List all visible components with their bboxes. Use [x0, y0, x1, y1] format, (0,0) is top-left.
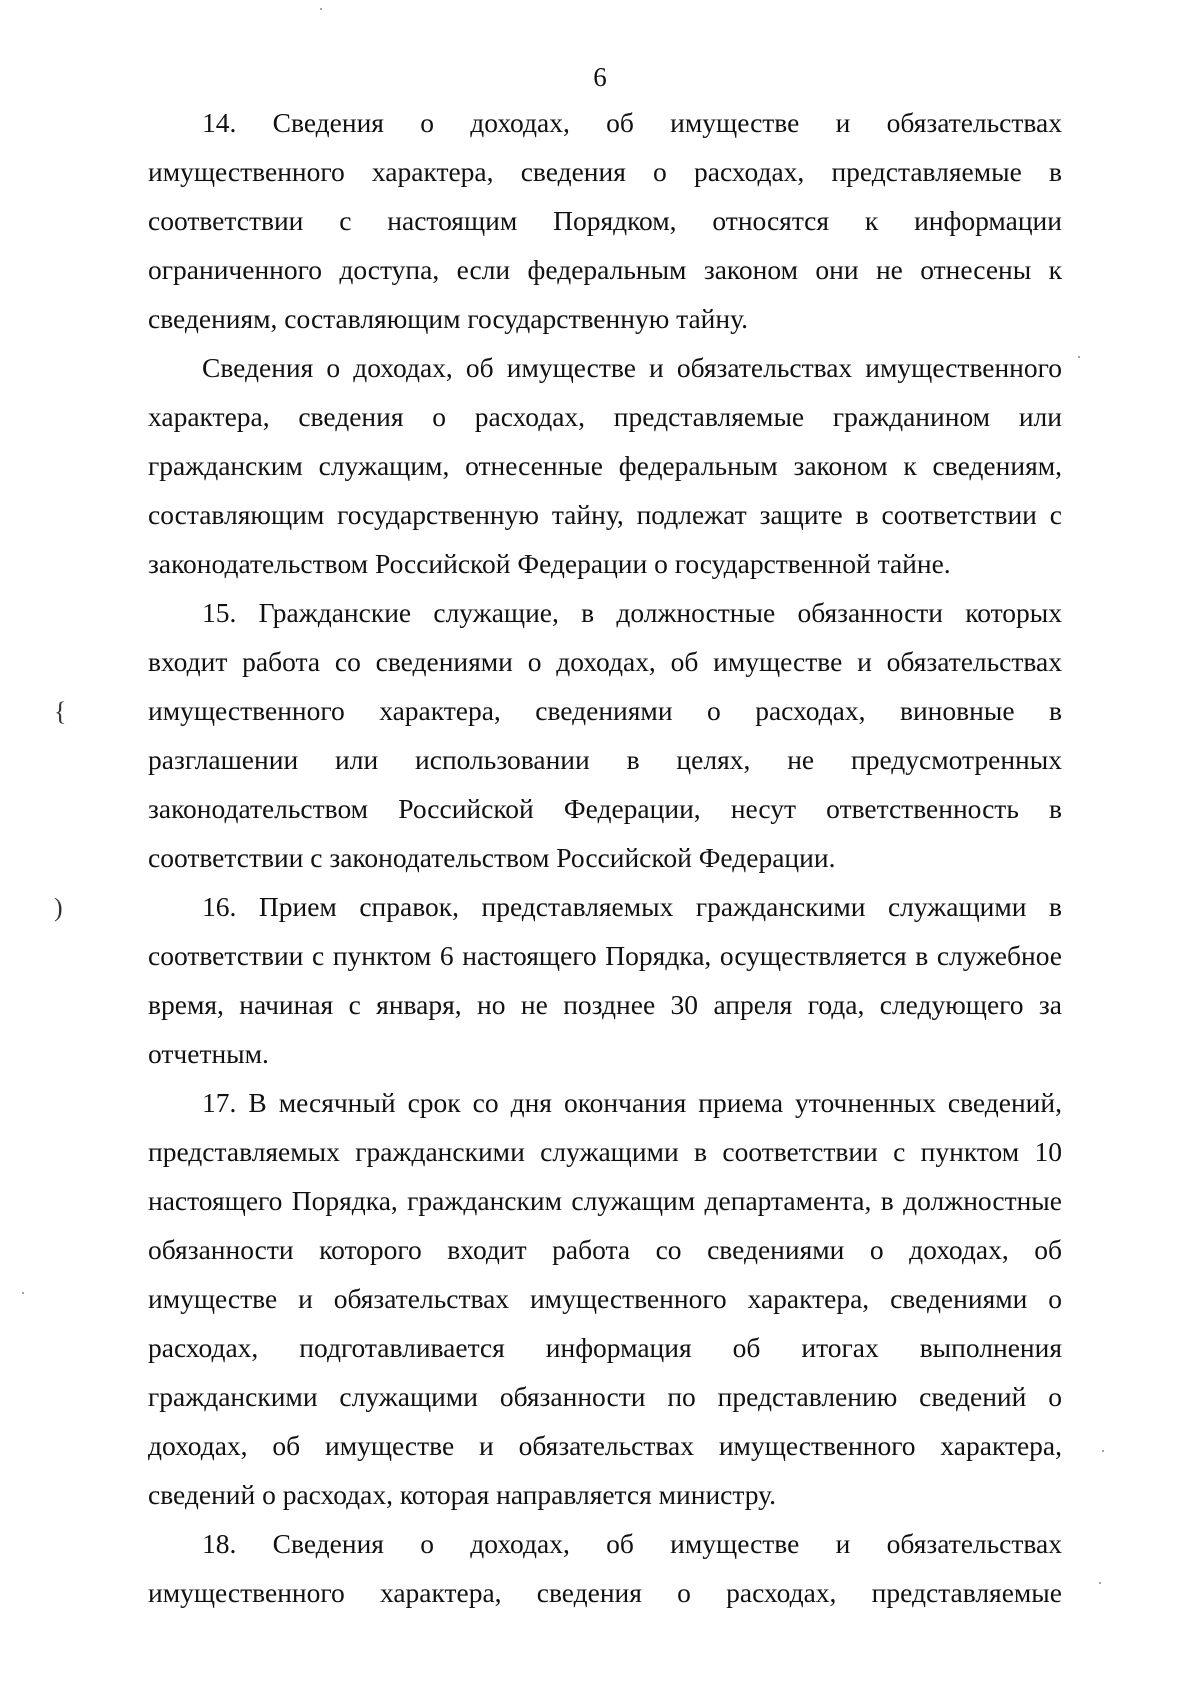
text-line: имущественного характера, сведения о расходах, представляемые	[148, 1577, 1062, 1608]
text-line: законодательством Российской Федерации о государственной тайне.	[148, 548, 951, 579]
page-number: 6	[593, 62, 607, 92]
text-line: гражданским служащим, отнесенные федеральным законом к сведениям,	[148, 450, 1062, 481]
text-line: 14. Сведения о доходах, об имуществе и обязательствах	[202, 107, 1062, 138]
text-line: сведениям, составляющим государственную тайну.	[148, 303, 748, 334]
document-body	[148, 98, 1062, 1617]
text-line: разглашении или использовании в целях, не предусмотренных	[148, 744, 1062, 775]
text-line: имуществе и обязательствах имущественного характера, сведениями о	[148, 1283, 1062, 1314]
text-line: ограниченного доступа, если федеральным законом они не отнесены к	[148, 254, 1062, 285]
paragraph-15	[148, 588, 1062, 882]
text-line: составляющим государственную тайну, подлежат защите в соответствии с	[148, 499, 1062, 530]
text-line: представляемых гражданскими служащими в соответствии с пунктом 10	[148, 1136, 1062, 1167]
text-line: 17. В месячный срок со дня окончания приема уточненных сведений,	[202, 1087, 1062, 1118]
scan-speck	[22, 1292, 24, 1294]
margin-brace-mark: {	[54, 697, 67, 726]
text-line: время, начиная с января, но не позднее 30 апреля года, следующего за	[148, 989, 1062, 1020]
paragraph-14-continued	[148, 343, 1062, 588]
scan-speck	[320, 8, 322, 10]
text-line: обязанности которого входит работа со сведениями о доходах, об	[148, 1234, 1062, 1265]
text-line: 18. Сведения о доходах, об имуществе и обязательствах	[202, 1528, 1062, 1559]
text-line: имущественного характера, сведениями о расходах, виновные в	[148, 695, 1062, 726]
paragraph-17	[148, 1078, 1062, 1519]
text-line: входит работа со сведениями о доходах, об имуществе и обязательствах	[148, 646, 1062, 677]
text-line: соответствии с настоящим Порядком, относятся к информации	[148, 205, 1062, 236]
text-line: отчетным.	[148, 1038, 269, 1069]
text-line: Сведения о доходах, об имуществе и обязательствах имущественного	[202, 352, 1062, 383]
margin-paren-mark: )	[54, 893, 63, 922]
text-line: 15. Гражданские служащие, в должностные обязанности которых	[202, 597, 1062, 628]
scan-speck	[1078, 356, 1080, 358]
scan-speck	[1099, 1582, 1101, 1584]
text-line: имущественного характера, сведения о расходах, представляемые в	[148, 156, 1062, 187]
paragraph-18	[148, 1519, 1062, 1617]
text-line: сведений о расходах, которая направляется министру.	[148, 1479, 777, 1510]
text-line: настоящего Порядка, гражданским служащим департамента, в должностные	[148, 1185, 1062, 1216]
text-line: расходах, подготавливается информация об итогах выполнения	[148, 1332, 1062, 1363]
text-line: соответствии с пунктом 6 настоящего Порядка, осуществляется в служебное	[148, 940, 1062, 971]
paragraph-16	[148, 882, 1062, 1078]
text-line: характера, сведения о расходах, представляемые гражданином или	[148, 401, 1062, 432]
paragraph-14	[148, 98, 1062, 343]
scan-speck	[1102, 1450, 1104, 1452]
text-line: доходах, об имуществе и обязательствах имущественного характера,	[148, 1430, 1062, 1461]
text-line: 16. Прием справок, представляемых гражданскими служащими в	[202, 891, 1062, 922]
text-line: гражданскими служащими обязанности по представлению сведений о	[148, 1381, 1062, 1412]
text-line: соответствии с законодательством Российской Федерации.	[148, 842, 836, 873]
text-line: законодательством Российской Федерации, несут ответственность в	[148, 793, 1062, 824]
